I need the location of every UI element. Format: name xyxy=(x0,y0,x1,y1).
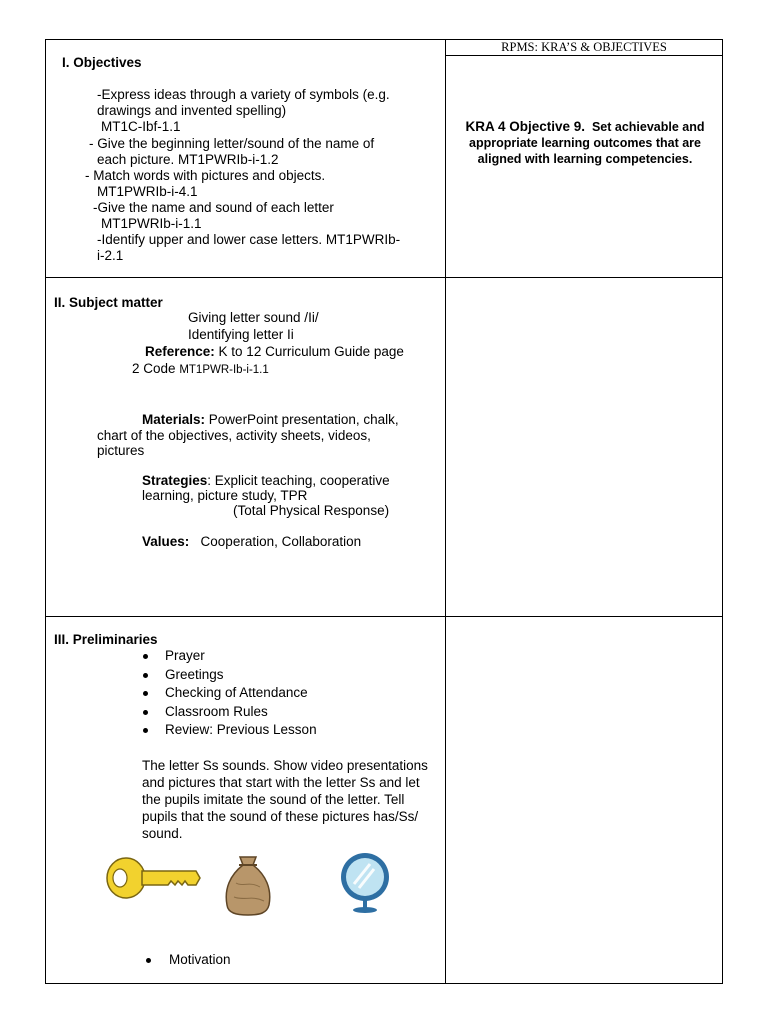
objectives-heading: I. Objectives xyxy=(62,55,142,70)
reference-text: K to 12 Curriculum Guide page xyxy=(218,344,404,359)
subject-matter-heading: II. Subject matter xyxy=(54,295,163,310)
bullet-icon xyxy=(143,691,148,696)
objective-line: MT1PWRIb-i-4.1 xyxy=(97,184,198,199)
materials-line-3: pictures xyxy=(97,443,145,458)
reference-cont: 2 Code xyxy=(132,361,176,376)
list-item: Classroom Rules xyxy=(165,704,268,719)
objective-line: -Express ideas through a variety of symbols (e.g. xyxy=(97,87,390,102)
motivation-item: Motivation xyxy=(169,952,231,967)
objective-line: i-2.1 xyxy=(97,248,124,263)
kra-text-3: aligned with learning competencies. xyxy=(477,152,693,166)
preliminaries-paragraph: The letter Ss sounds. Show video presentations and pictures that start with the letter Ss and let the pupils imitate the sound of the letter. Tell pupils that the sound of these pictures has/Ss/ sound. xyxy=(142,758,428,841)
materials-text-1: PowerPoint presentation, chalk, xyxy=(208,412,399,427)
objective-line: each picture. MT1PWRIb-i-1.2 xyxy=(97,152,279,167)
kra-label: KRA 4 Objective 9. xyxy=(465,119,586,134)
values-line xyxy=(142,534,361,550)
strategies-line-2: learning, picture study, TPR xyxy=(142,488,308,503)
reference-code-line xyxy=(132,361,269,378)
kra-text-1: Set achievable and xyxy=(591,120,705,134)
bullet-icon xyxy=(143,673,148,678)
objective-line: -Identify upper and lower case letters. MT1PWRIb- xyxy=(97,232,401,247)
objective-line: MT1C-Ibf-1.1 xyxy=(101,119,181,134)
row-divider-1 xyxy=(45,277,723,278)
objective-line: - Match words with pictures and objects. xyxy=(85,168,326,183)
topic-1: Giving letter sound /Ii/ xyxy=(188,310,319,325)
row-divider-2 xyxy=(45,616,723,617)
list-item: Prayer xyxy=(165,648,205,663)
strategies-label: Strategies xyxy=(142,473,208,488)
bullet-icon xyxy=(143,728,148,733)
materials-line-2: chart of the objectives, activity sheets, videos, xyxy=(97,428,371,443)
objective-line: - Give the beginning letter/sound of the name of xyxy=(89,136,375,151)
kra-text-2: appropriate learning outcomes that are xyxy=(469,136,701,150)
reference-label: Reference: xyxy=(145,344,215,359)
sack-picture xyxy=(222,853,274,917)
kra-objective-text xyxy=(452,119,718,167)
strategies-line-1 xyxy=(142,473,390,489)
reference-code: MT1PWR-Ib-i-1.1 xyxy=(179,364,269,376)
list-item: Greetings xyxy=(165,667,224,682)
list-item: Checking of Attendance xyxy=(165,685,308,700)
column-divider xyxy=(445,39,446,984)
bullet-icon xyxy=(143,710,148,715)
strategies-line-3: (Total Physical Response) xyxy=(233,503,390,518)
values-text: Cooperation, Collaboration xyxy=(200,534,362,549)
values-label: Values: xyxy=(142,534,190,549)
bullet-icon xyxy=(146,958,151,963)
objective-line: drawings and invented spelling) xyxy=(97,103,287,118)
mirror-picture xyxy=(336,850,394,914)
list-item: Review: Previous Lesson xyxy=(165,722,317,737)
materials-line-1 xyxy=(142,412,399,428)
objective-line: MT1PWRIb-i-1.1 xyxy=(101,216,202,231)
key-picture xyxy=(104,855,202,901)
materials-label: Materials: xyxy=(142,412,206,427)
header-divider xyxy=(445,55,723,56)
preliminaries-heading: III. Preliminaries xyxy=(54,632,158,647)
rpms-header: RPMS: KRA’S & OBJECTIVES xyxy=(501,40,667,54)
objective-line: -Give the name and sound of each letter xyxy=(93,200,334,215)
topic-2: Identifying letter Ii xyxy=(188,327,294,342)
reference-line xyxy=(145,344,404,360)
strategies-text-1: : Explicit teaching, cooperative xyxy=(207,473,390,488)
bullet-icon xyxy=(143,654,148,659)
